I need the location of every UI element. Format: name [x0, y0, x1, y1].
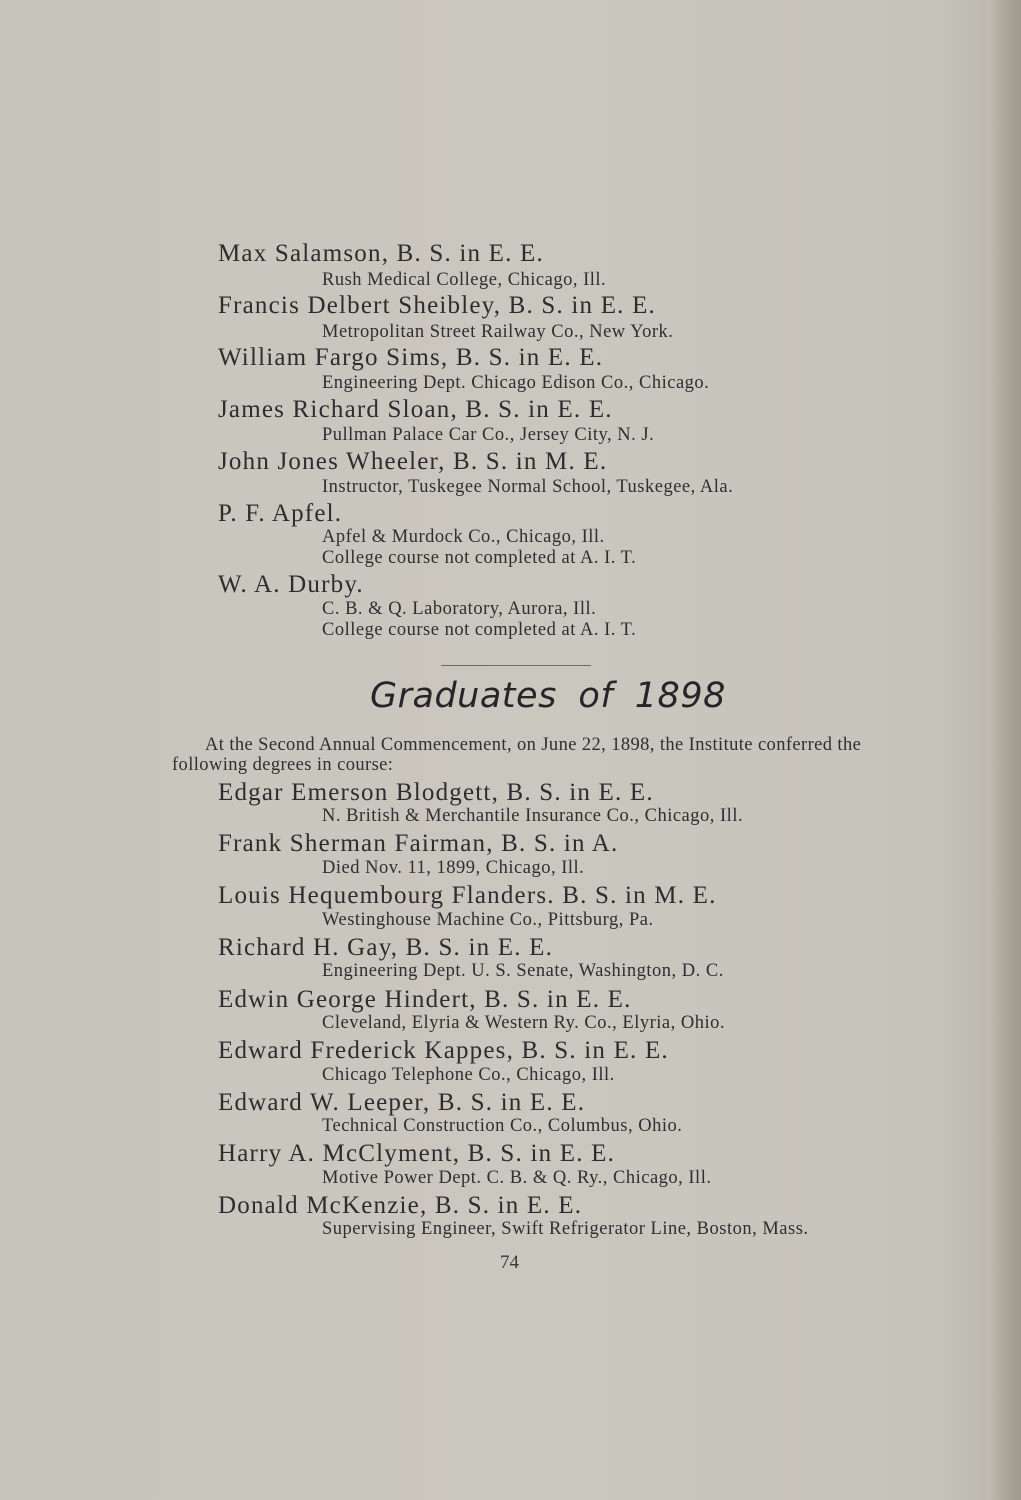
graduate-name: Edward Frederick Kappes, B. S. in E. E.	[218, 1037, 669, 1064]
graduate-detail: Engineering Dept. Chicago Edison Co., Chicago.	[322, 373, 710, 393]
graduate-name: James Richard Sloan, B. S. in E. E.	[218, 396, 613, 423]
graduate-name: Harry A. McClyment, B. S. in E. E.	[218, 1140, 616, 1167]
graduate-name: Max Salamson, B. S. in E. E.	[218, 240, 544, 267]
graduate-detail: Instructor, Tuskegee Normal School, Tuskegee, Ala.	[322, 477, 734, 497]
graduate-detail: Chicago Telephone Co., Chicago, Ill.	[322, 1065, 615, 1085]
graduate-name: John Jones Wheeler, B. S. in M. E.	[218, 448, 608, 475]
graduate-detail: Cleveland, Elyria & Western Ry. Co., Elyria, Ohio.	[322, 1013, 725, 1033]
page-number: 74	[500, 1252, 519, 1273]
section-heading: Graduates of 1898	[370, 676, 726, 716]
intro-line: following degrees in course:	[172, 755, 394, 775]
graduate-detail: C. B. & Q. Laboratory, Aurora, Ill.	[322, 599, 597, 619]
graduate-name: W. A. Durby.	[218, 571, 364, 598]
graduate-detail: Engineering Dept. U. S. Senate, Washington, D. C.	[322, 961, 724, 981]
graduate-detail: Westinghouse Machine Co., Pittsburg, Pa.	[322, 910, 654, 930]
graduate-name: Louis Hequembourg Flanders. B. S. in M. E.	[218, 882, 717, 909]
graduate-name: William Fargo Sims, B. S. in E. E.	[218, 344, 604, 371]
intro-line: At the Second Annual Commencement, on June 22, 1898, the Institute conferred the	[205, 735, 862, 755]
graduate-name: P. F. Apfel.	[218, 500, 343, 527]
graduate-name: Edwin George Hindert, B. S. in E. E.	[218, 986, 632, 1013]
graduate-detail: College course not completed at A. I. T.	[322, 548, 637, 568]
graduate-detail: Rush Medical College, Chicago, Ill.	[322, 270, 607, 290]
section-divider	[441, 665, 591, 666]
graduate-detail: College course not completed at A. I. T.	[322, 620, 637, 640]
graduate-name: Frank Sherman Fairman, B. S. in A.	[218, 830, 619, 857]
graduate-detail: Technical Construction Co., Columbus, Ohio.	[322, 1116, 683, 1136]
page-edge-shadow	[991, 0, 1021, 1500]
graduate-detail: Died Nov. 11, 1899, Chicago, Ill.	[322, 858, 585, 878]
graduate-name: Richard H. Gay, B. S. in E. E.	[218, 934, 554, 961]
graduate-detail: Supervising Engineer, Swift Refrigerator Line, Boston, Mass.	[322, 1219, 809, 1239]
section-intro	[172, 735, 872, 775]
graduate-name: Edward W. Leeper, B. S. in E. E.	[218, 1089, 586, 1116]
graduate-detail: Apfel & Murdock Co., Chicago, Ill.	[322, 527, 605, 547]
graduate-detail: Motive Power Dept. C. B. & Q. Ry., Chicago, Ill.	[322, 1168, 712, 1188]
graduate-detail: N. British & Merchantile Insurance Co., Chicago, Ill.	[322, 806, 744, 826]
graduate-detail: Pullman Palace Car Co., Jersey City, N. J.	[322, 425, 655, 445]
graduate-detail: Metropolitan Street Railway Co., New York.	[322, 322, 674, 342]
graduate-name: Francis Delbert Sheibley, B. S. in E. E.	[218, 292, 656, 319]
graduate-name: Donald McKenzie, B. S. in E. E.	[218, 1192, 583, 1219]
graduate-name: Edgar Emerson Blodgett, B. S. in E. E.	[218, 779, 654, 806]
